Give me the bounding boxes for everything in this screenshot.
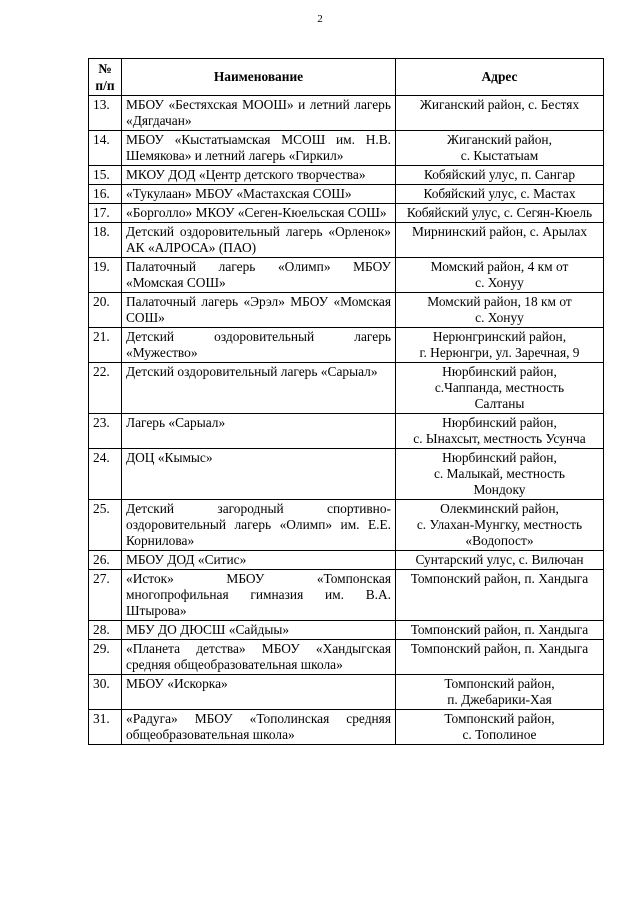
row-number: 31. bbox=[89, 710, 122, 745]
table-row bbox=[89, 621, 604, 640]
row-address: Кобяйский улус, с. Сегян-Кюель bbox=[396, 204, 604, 223]
row-address: Жиганский район, с. Кыстатыам bbox=[396, 131, 604, 166]
table-row bbox=[89, 223, 604, 258]
table-row bbox=[89, 551, 604, 570]
row-address: Томпонский район, п. Хандыга bbox=[396, 640, 604, 675]
table-row bbox=[89, 131, 604, 166]
row-name: Детский загородный спортивно-оздоровительный лагерь «Олимп» им. Е.Е. Корнилова» bbox=[122, 500, 396, 551]
row-address: Нюрбинский район, с. Малыкай, местность Мондоку bbox=[396, 449, 604, 500]
row-number: 27. bbox=[89, 570, 122, 621]
row-address: Сунтарский улус, с. Вилючан bbox=[396, 551, 604, 570]
row-number: 13. bbox=[89, 96, 122, 131]
row-number: 28. bbox=[89, 621, 122, 640]
row-number: 30. bbox=[89, 675, 122, 710]
row-name: Палаточный лагерь «Эрэл» МБОУ «Момская СОШ» bbox=[122, 293, 396, 328]
row-number: 26. bbox=[89, 551, 122, 570]
row-name: Детский оздоровительный лагерь «Сарыал» bbox=[122, 363, 396, 414]
table-row bbox=[89, 710, 604, 745]
row-name: Палаточный лагерь «Олимп» МБОУ «Момская СОШ» bbox=[122, 258, 396, 293]
row-number: 23. bbox=[89, 414, 122, 449]
row-number: 25. bbox=[89, 500, 122, 551]
table-row bbox=[89, 363, 604, 414]
table-header-row bbox=[89, 59, 604, 96]
row-name: МБОУ «Искорка» bbox=[122, 675, 396, 710]
row-name: «Планета детства» МБОУ «Хандыгская средняя общеобразовательная школа» bbox=[122, 640, 396, 675]
table-row bbox=[89, 185, 604, 204]
row-name: МБОУ «Бестяхская МООШ» и летний лагерь «Дягдачан» bbox=[122, 96, 396, 131]
row-name: «Радуга» МБОУ «Тополинская средняя общеобразовательная школа» bbox=[122, 710, 396, 745]
row-number: 29. bbox=[89, 640, 122, 675]
row-number: 22. bbox=[89, 363, 122, 414]
row-number: 17. bbox=[89, 204, 122, 223]
row-name: МБОУ «Кыстатыамская МСОШ им. Н.В. Шемякова» и летний лагерь «Гиркил» bbox=[122, 131, 396, 166]
row-name: «Тукулаан» МБОУ «Мастахская СОШ» bbox=[122, 185, 396, 204]
row-address: Кобяйский улус, с. Мастах bbox=[396, 185, 604, 204]
table-row bbox=[89, 96, 604, 131]
header-name: Наименование bbox=[122, 59, 396, 96]
table-row bbox=[89, 258, 604, 293]
row-name: МБУ ДО ДЮСШ «Сайдыы» bbox=[122, 621, 396, 640]
row-address: Мирнинский район, с. Арылах bbox=[396, 223, 604, 258]
row-number: 24. bbox=[89, 449, 122, 500]
row-address: Момский район, 18 км от с. Хонуу bbox=[396, 293, 604, 328]
row-address: Олекминский район, с. Улахан-Мунгку, местность «Водопост» bbox=[396, 500, 604, 551]
page-number: 2 bbox=[317, 13, 323, 25]
row-address: Кобяйский улус, п. Сангар bbox=[396, 166, 604, 185]
row-address: Нюрбинский район, с.Чаппанда, местность Салтаны bbox=[396, 363, 604, 414]
table-row bbox=[89, 640, 604, 675]
row-number: 19. bbox=[89, 258, 122, 293]
row-address: Жиганский район, с. Бестях bbox=[396, 96, 604, 131]
table-row bbox=[89, 570, 604, 621]
row-name: МКОУ ДОД «Центр детского творчества» bbox=[122, 166, 396, 185]
table-row bbox=[89, 675, 604, 710]
table-row bbox=[89, 449, 604, 500]
row-name: «Борголло» МКОУ «Сеген-Кюельская СОШ» bbox=[122, 204, 396, 223]
header-number-label: п/п bbox=[95, 78, 115, 93]
table-row bbox=[89, 328, 604, 363]
row-address: Нерюнгринский район, г. Нерюнгри, ул. Заречная, 9 bbox=[396, 328, 604, 363]
row-name: «Исток» МБОУ «Томпонская многопрофильная гимназия им. В.А. Штырова» bbox=[122, 570, 396, 621]
row-number: 14. bbox=[89, 131, 122, 166]
row-name: Детский оздоровительный лагерь «Орленок» АК «АЛРОСА» (ПАО) bbox=[122, 223, 396, 258]
camps-table bbox=[88, 58, 604, 745]
table-row bbox=[89, 166, 604, 185]
row-address: Томпонский район, п. Хандыга bbox=[396, 570, 604, 621]
row-address: Томпонский район, с. Тополиное bbox=[396, 710, 604, 745]
row-number: 18. bbox=[89, 223, 122, 258]
table-row bbox=[89, 204, 604, 223]
header-address: Адрес bbox=[396, 59, 604, 96]
table-row bbox=[89, 293, 604, 328]
row-number: 20. bbox=[89, 293, 122, 328]
row-name: Лагерь «Сарыал» bbox=[122, 414, 396, 449]
row-name: ДОЦ «Кымыс» bbox=[122, 449, 396, 500]
row-address: Момский район, 4 км от с. Хонуу bbox=[396, 258, 604, 293]
row-address: Томпонский район, п. Джебарики-Хая bbox=[396, 675, 604, 710]
table-row bbox=[89, 500, 604, 551]
header-number-symbol: № bbox=[98, 61, 112, 76]
row-number: 16. bbox=[89, 185, 122, 204]
row-name: Детский оздоровительный лагерь «Мужество» bbox=[122, 328, 396, 363]
header-number bbox=[89, 59, 122, 96]
row-address: Нюрбинский район, с. Ынахсыт, местность Усунча bbox=[396, 414, 604, 449]
row-address: Томпонский район, п. Хандыга bbox=[396, 621, 604, 640]
row-number: 21. bbox=[89, 328, 122, 363]
row-name: МБОУ ДОД «Ситис» bbox=[122, 551, 396, 570]
table-row bbox=[89, 414, 604, 449]
row-number: 15. bbox=[89, 166, 122, 185]
